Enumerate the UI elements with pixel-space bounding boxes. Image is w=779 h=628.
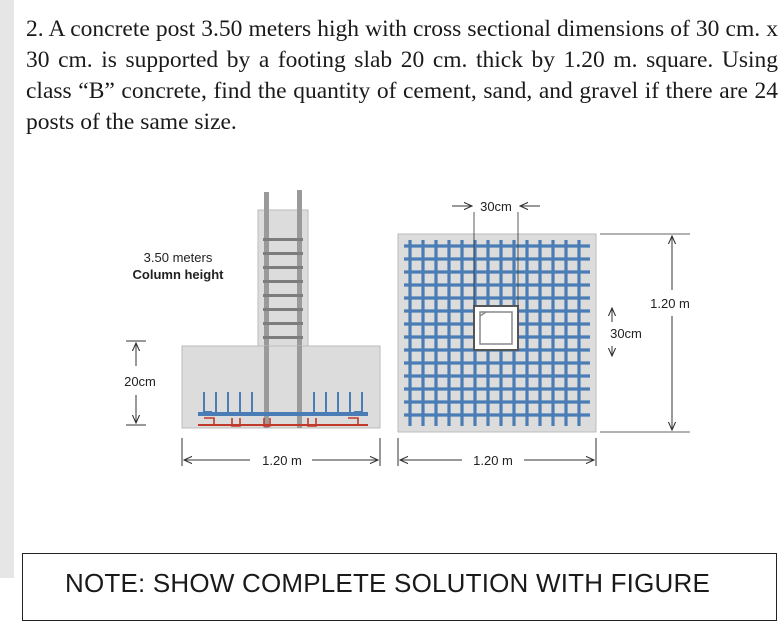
thickness-label: 20cm	[124, 374, 156, 389]
note-box	[22, 553, 777, 621]
column-rebar-right	[297, 190, 302, 428]
column-width-label: 30cm	[480, 199, 512, 214]
column-height-label: 3.50 meters	[143, 250, 213, 265]
page-left-margin	[0, 0, 14, 578]
column-rebar-left	[264, 192, 269, 428]
column-ties	[263, 238, 303, 409]
note-text: NOTE: SHOW COMPLETE SOLUTION WITH FIGURE	[65, 568, 711, 598]
column-depth-label: 30cm	[610, 326, 642, 341]
column-height-caption: Column height	[132, 267, 224, 282]
plan-view	[398, 199, 690, 468]
problem-statement: 2. A concrete post 3.50 meters high with cross sectional dimensions of 30 cm. x 30 cm. is supported by a footing slab 20 cm. thick by 1.20 m. square. Using class “B” concrete, find the quantity of cement, sand, and gravel if there are 24 posts of the same size.	[26, 16, 778, 135]
plan-rebar-grid	[404, 240, 590, 426]
red-chairs	[204, 418, 358, 426]
elevation-width-label: 1.20 m	[262, 453, 302, 468]
footing-rebar-hooks	[204, 392, 362, 412]
plan-side-label: 1.20 m	[650, 296, 690, 311]
column-elevation	[258, 210, 308, 346]
column-section-plan	[474, 306, 518, 350]
footing-slab-elevation	[182, 346, 380, 428]
plan-width-label: 1.20 m	[473, 453, 513, 468]
elevation-view	[124, 190, 380, 468]
footing-slab-plan	[398, 234, 596, 432]
footing-bottom-bar	[198, 412, 368, 416]
